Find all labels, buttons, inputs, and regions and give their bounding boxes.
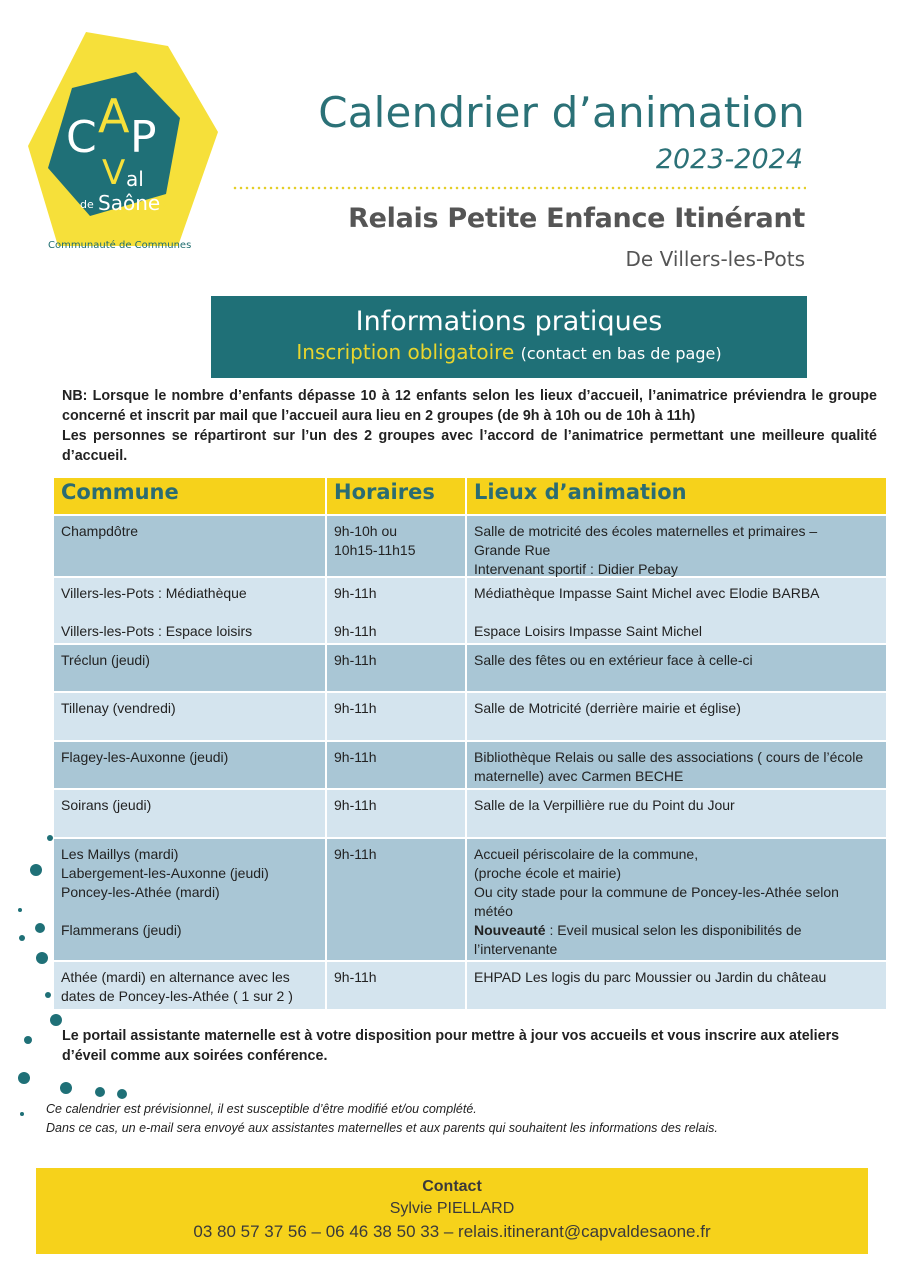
logo-text-al: al	[126, 167, 144, 191]
lieux-text: Bibliothèque Relais ou salle des associations ( cours de l’école	[474, 749, 864, 765]
row-commune	[54, 516, 327, 576]
row-lieux	[467, 962, 886, 1009]
nb-paragraph	[62, 386, 877, 466]
schedule-table	[54, 478, 886, 1011]
logo-letter-a: A	[98, 89, 130, 143]
row-lieux	[467, 742, 886, 788]
row-commune	[54, 693, 327, 740]
row-commune	[54, 742, 327, 788]
logo-letter-p: P	[130, 112, 157, 163]
banner-subtitle-note: (contact en bas de page)	[520, 344, 722, 363]
nouveaute-label: Nouveauté	[474, 922, 546, 938]
horaires-text: 9h-11h	[334, 846, 377, 862]
contact-name: Sylvie PIELLARD	[389, 1200, 515, 1217]
chevron-right-icon: ›	[160, 191, 168, 215]
horaires-text: 9h-11h	[334, 749, 377, 765]
header-horaires: Horaires	[327, 478, 467, 514]
table-row	[54, 645, 886, 693]
row-horaires	[327, 693, 467, 740]
lieux-text: météo	[474, 903, 513, 919]
lieux-text: Salle de motricité des écoles maternelles et primaires –	[474, 523, 818, 539]
lieux-text	[474, 921, 879, 940]
nb-line-1: NB: Lorsque le nombre d’enfants dépasse 10 à 12 enfants selon les lieux d’accueil, l’animatrice préviendra le groupe concerné et inscrit par mail que l’accueil aura lieu en 2 groupes (de 9h à 10h ou de 10h à 11h)	[62, 388, 877, 424]
decorative-dots	[10, 830, 140, 1130]
commune-text: Flammerans (jeudi)	[61, 922, 182, 938]
commune-text: Les Maillys (mardi)	[61, 846, 179, 862]
lieux-text: maternelle) avec Carmen BECHE	[474, 768, 684, 784]
commune-text: dates de Poncey-les-Athée ( 1 sur 2 )	[61, 988, 293, 1004]
horaires-text: 9h-11h	[334, 652, 377, 668]
contact-label: Contact	[422, 1178, 482, 1195]
row-lieux	[467, 516, 886, 576]
horaires-text: 9h-11h	[334, 700, 377, 716]
notice-paragraph	[46, 1100, 718, 1138]
commune-text: Labergement-les-Auxonne (jeudi)	[61, 865, 269, 881]
lieux-text: EHPAD Les logis du parc Moussier ou Jardin du château	[474, 969, 827, 985]
commune-text: Tréclun (jeudi)	[61, 652, 150, 668]
banner-subtitle-text: Inscription obligatoire	[296, 340, 515, 364]
logo-letter-v: V	[102, 153, 126, 193]
commune-text: Athée (mardi) en alternance avec les	[61, 969, 290, 985]
row-commune	[54, 578, 327, 643]
row-horaires	[327, 578, 467, 643]
nb-line-2: Les personnes se répartiront sur l’un des 2 groupes avec l’accord de l’animatrice permettant une meilleure qualité d’accueil.	[62, 428, 877, 464]
contact-box	[36, 1168, 868, 1254]
table-row	[54, 693, 886, 742]
table-row	[54, 578, 886, 645]
row-horaires	[327, 645, 467, 691]
row-horaires	[327, 962, 467, 1009]
table-row	[54, 962, 886, 1011]
info-banner	[211, 296, 807, 378]
row-horaires	[327, 742, 467, 788]
row-commune	[54, 645, 327, 691]
row-lieux	[467, 790, 886, 837]
dotted-divider	[232, 186, 806, 190]
banner-subtitle	[211, 340, 807, 364]
row-lieux	[467, 693, 886, 740]
lieux-text: l’intervenante	[474, 941, 558, 957]
logo-text-de: de	[80, 198, 94, 211]
commune-text: Champdôtre	[61, 523, 139, 539]
table-row	[54, 790, 886, 839]
notice-line-1: Ce calendrier est prévisionnel, il est susceptible d’être modifié et/ou complété.	[46, 1102, 477, 1116]
row-horaires	[327, 790, 467, 837]
row-lieux	[467, 645, 886, 691]
table-row	[54, 839, 886, 962]
page-subtitle: Relais Petite Enfance Itinérant	[348, 203, 805, 234]
horaires-text: 9h-11h	[334, 797, 377, 813]
row-lieux	[467, 578, 886, 643]
logo-letter-c: C	[66, 112, 97, 163]
page-year: 2023-2024	[655, 144, 803, 175]
commune-text: Villers-les-Pots : Médiathèque	[61, 585, 247, 601]
lieux-text: Accueil périscolaire de la commune,	[474, 846, 699, 862]
commune-text: Soirans (jeudi)	[61, 797, 152, 813]
lieux-text: Ou city stade pour la commune de Poncey-les-Athée selon	[474, 884, 839, 900]
portail-paragraph: Le portail assistante maternelle est à votre disposition pour mettre à jour vos accueils et vous inscrire aux ateliers d’éveil comme aux soirées conférence.	[62, 1028, 840, 1064]
table-row	[54, 742, 886, 790]
horaires-text: 9h-11h	[334, 969, 377, 985]
banner-title: Informations pratiques	[355, 306, 663, 337]
row-lieux	[467, 839, 886, 960]
lieux-text: Grande Rue	[474, 542, 551, 558]
logo-community-label: Communauté de Communes	[48, 240, 192, 251]
lieux-text: Médiathèque Impasse Saint Michel avec Elodie BARBA	[474, 585, 820, 601]
table-header-row	[54, 478, 886, 516]
row-horaires	[327, 516, 467, 576]
lieux-text: Espace Loisirs Impasse Saint Michel	[474, 623, 702, 639]
horaires-text: 9h-10h ou	[334, 523, 398, 539]
nouveaute-text: : Eveil musical selon les disponibilités de	[545, 922, 802, 938]
commune-text: Poncey-les-Athée (mardi)	[61, 884, 220, 900]
lieux-text: Salle de Motricité (derrière mairie et église)	[474, 700, 741, 716]
header-commune: Commune	[54, 478, 327, 514]
logo-text-saone: Saône	[98, 191, 161, 215]
lieux-text: Salle des fêtes ou en extérieur face à celle-ci	[474, 652, 753, 668]
contact-phone-email: 03 80 57 37 56 – 06 46 38 50 33 – relais.itinerant@capvaldesaone.fr	[193, 1222, 711, 1241]
lieux-text: Salle de la Verpillière rue du Point du Jour	[474, 797, 735, 813]
horaires-text: 9h-11h	[334, 585, 377, 601]
page-location: De Villers-les-Pots	[625, 247, 805, 271]
notice-line-2: Dans ce cas, un e-mail sera envoyé aux assistantes maternelles et aux parents qui souhaitent les informations des relais.	[46, 1121, 718, 1135]
commune-text: Villers-les-Pots : Espace loisirs	[61, 623, 253, 639]
header-lieux: Lieux d’animation	[467, 478, 886, 514]
lieux-text: Intervenant sportif : Didier Pebay	[474, 561, 678, 577]
horaires-text: 9h-11h	[334, 623, 377, 639]
page-title: Calendrier d’animation	[318, 88, 805, 137]
row-horaires	[327, 839, 467, 960]
table-row	[54, 516, 886, 578]
lieux-text: (proche école et mairie)	[474, 865, 622, 881]
commune-text: Flagey-les-Auxonne (jeudi)	[61, 749, 229, 765]
horaires-text: 10h15-11h15	[334, 542, 416, 558]
capvaldesaone-logo	[18, 28, 228, 263]
commune-text: Tillenay (vendredi)	[61, 700, 176, 716]
